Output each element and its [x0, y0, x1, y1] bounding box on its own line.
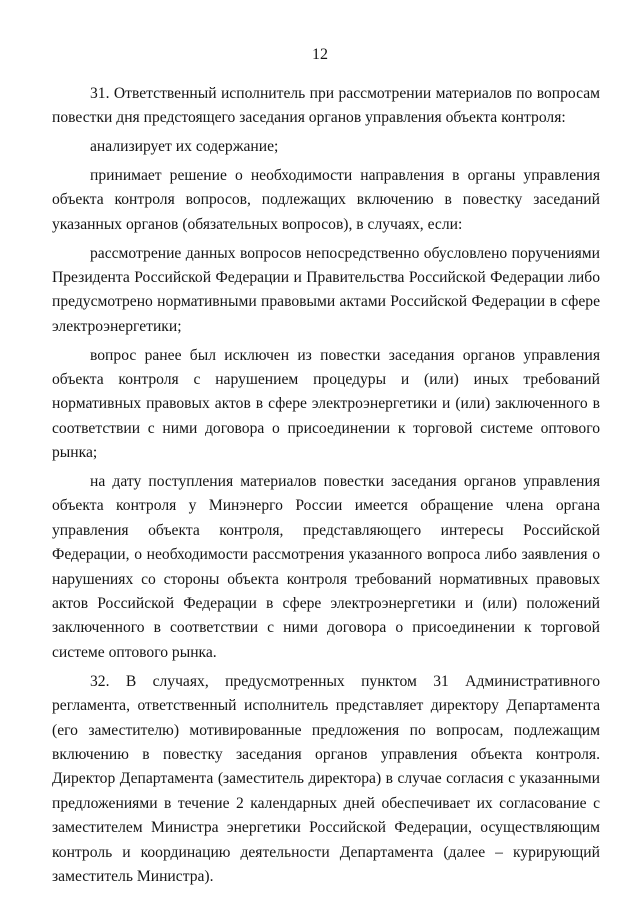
paragraph-condition-excluded: вопрос ранее был исключен из повестки заседания органов управления объекта контроля с нарушением процедуры и (или) иных требований нормативных правовых актов в сфере электроэнергетики и (или) заключенного в соответствии с ними договора о присоединении к торговой системе оптового рынка; — [52, 346, 600, 462]
paragraph-condition-instructions: рассмотрение данных вопросов непосредственно обусловлено поручениями Президента Российской Федерации и Правительства Российской Федерации либо предусмотрено нормативными правовыми актами Российской Федерации в сфере электроэнергетики; — [52, 244, 600, 335]
page-number: 12 — [312, 46, 328, 63]
document-body — [52, 82, 600, 894]
paragraph-decision: принимает решение о необходимости направления в органы управления объекта контроля вопросов, подлежащих включению в повестку заседаний указанных органов (обязательных вопросов), в случаях, если: — [52, 167, 600, 233]
paragraph-analyzes-content: анализирует их содержание; — [90, 138, 279, 156]
paragraph-32: 32. В случаях, предусмотренных пунктом 31 Административного регламента, ответственный исполнитель представляет директору Департамента (его заместителю) мотивированные предложения по вопросам, подлежащим включению в повестку заседания органов управления объекта контроля. Директор Департамента (заместитель директора) в случае согласия с указанными предложениями в течение 2 календарных дней обеспечивает их согласование с заместителем Министра энергетики Российской Федерации, осуществляющим контроль и координацию деятельности Департамента (далее – курирующий заместитель Министра). — [52, 672, 600, 885]
paragraph-condition-appeal: на дату поступления материалов повестки заседания органов управления объекта контроля у Минэнерго России имеется обращение члена органа управления объекта контроля, представляющего интересы Российской Федерации, о необходимости рассмотрения указанного вопроса либо заявления о нарушениях со стороны объекта контроля требований нормативных правовых актов Российской Федерации в сфере электроэнергетики и (или) положений заключенного в соответствии с ними договора о присоединении к торговой системе оптового рынка. — [52, 473, 600, 661]
paragraph-31-intro: 31. Ответственный исполнитель при рассмотрении материалов по вопросам повестки дня предстоящего заседания органов управления объекта контроля: — [52, 85, 600, 127]
